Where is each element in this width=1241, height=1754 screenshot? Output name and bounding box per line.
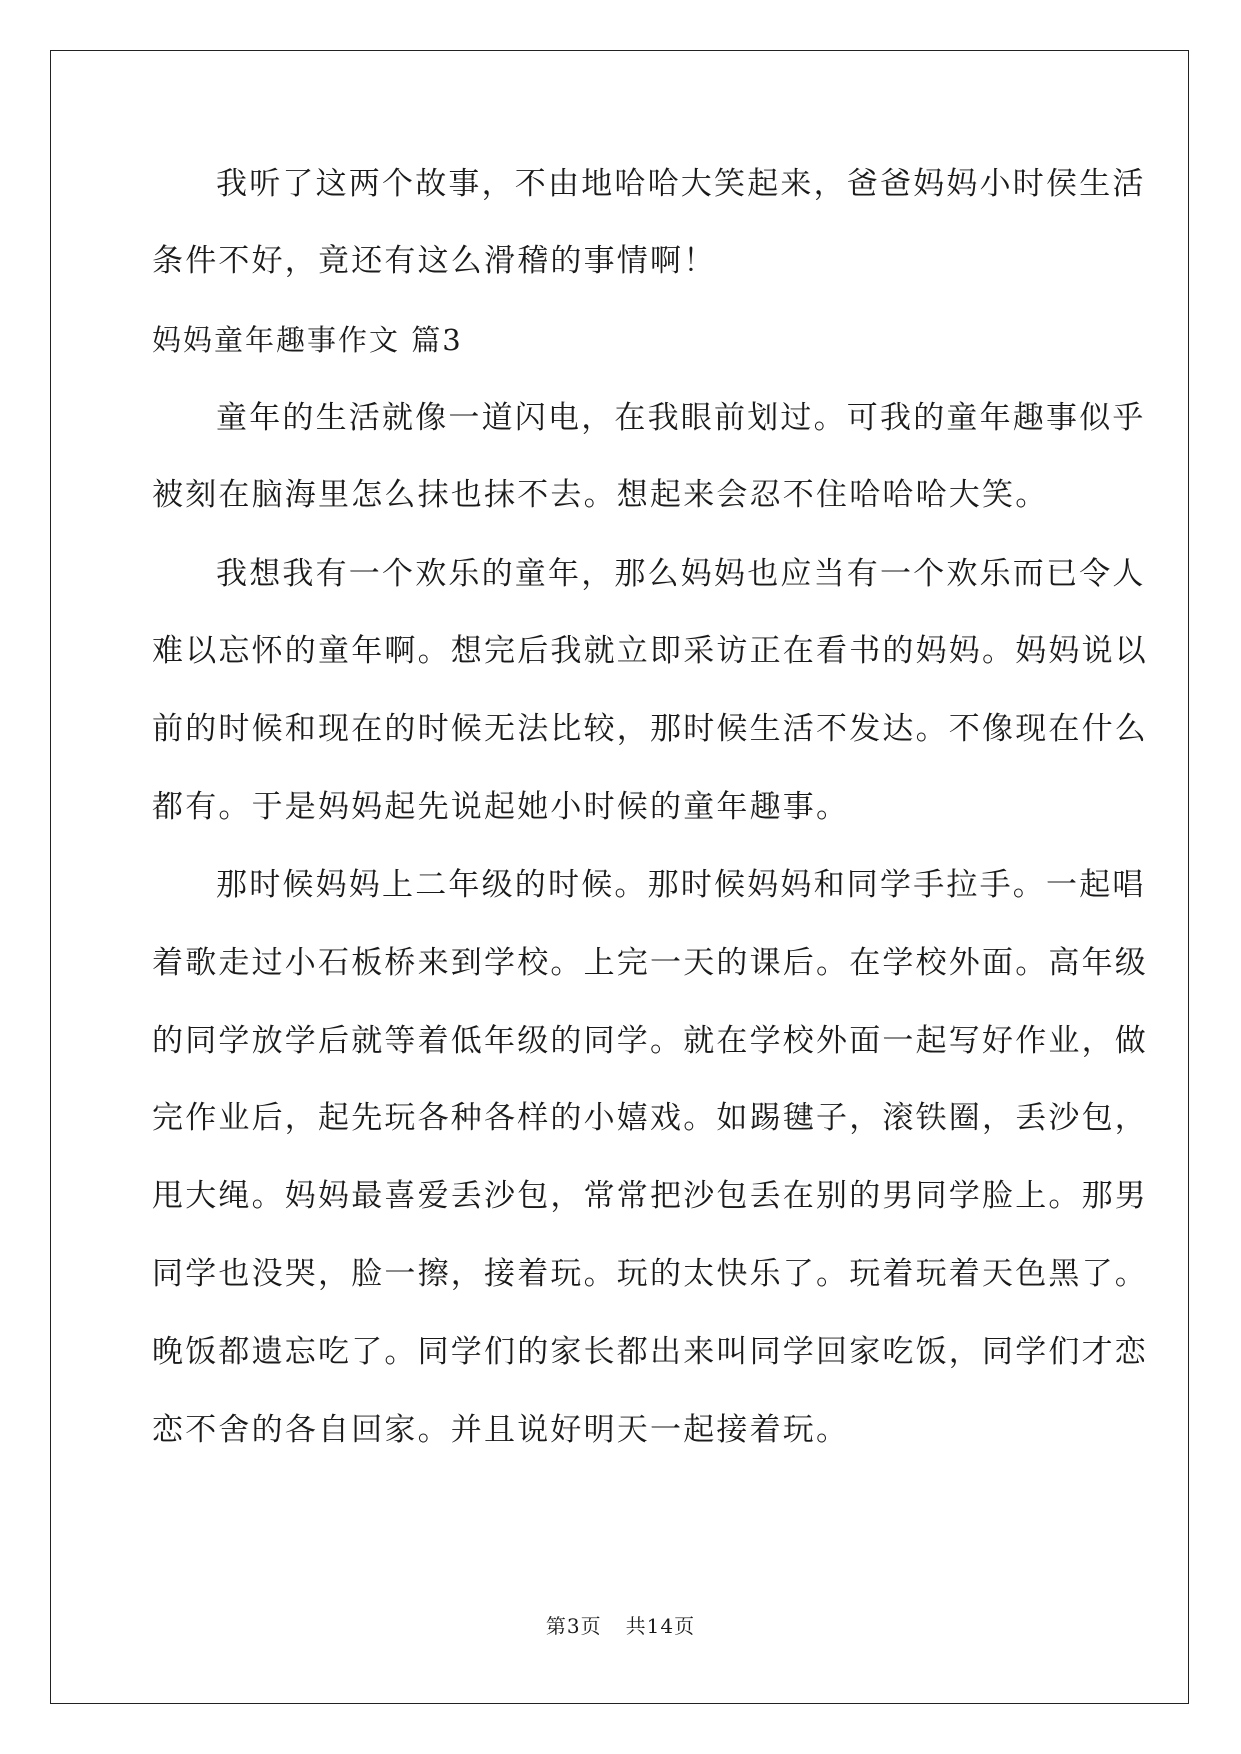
paragraph-line: 我听了这两个故事，不由地哈哈大笑起来，爸爸妈妈小时侯生活 (216, 166, 1146, 202)
paragraph-line: 我想我有一个欢乐的童年，那么妈妈也应当有一个欢乐而已令人 (216, 556, 1146, 592)
paragraph-line: 的同学放学后就等着低年级的同学。就在学校外面一起写好作业，做 (152, 1023, 1148, 1059)
paragraph-line: 前的时候和现在的时候无法比较，那时候生活不发达。不像现在什么 (152, 711, 1148, 747)
paragraph-line: 同学也没哭，脸一擦，接着玩。玩的太快乐了。玩着玩着天色黑了。 (152, 1256, 1148, 1292)
page-number: 第3页 (545, 1614, 602, 1638)
paragraph-line: 都有。于是妈妈起先说起她小时候的童年趣事。 (152, 789, 850, 825)
paragraph-line: 难以忘怀的童年啊。想完后我就立即采访正在看书的妈妈。妈妈说以 (152, 633, 1148, 669)
page-total: 共14页 (625, 1614, 696, 1638)
paragraph-line: 那时候妈妈上二年级的时候。那时候妈妈和同学手拉手。一起唱 (216, 867, 1146, 903)
paragraph-line: 甩大绳。妈妈最喜爱丢沙包，常常把沙包丢在别的男同学脸上。那男 (152, 1178, 1148, 1214)
section-heading: 妈妈童年趣事作文 篇3 (152, 323, 463, 357)
paragraph-line: 被刻在脑海里怎么抹也抹不去。想起来会忍不住哈哈哈大笑。 (152, 477, 1049, 513)
paragraph-line: 条件不好，竟还有这么滑稽的事情啊！ (152, 243, 717, 279)
paragraph-line: 晚饭都遗忘吃了。同学们的家长都出来叫同学回家吃饭，同学们才恋 (152, 1334, 1148, 1370)
paragraph-line: 着歌走过小石板桥来到学校。上完一天的课后。在学校外面。高年级 (152, 945, 1148, 981)
paragraph-line: 完作业后，起先玩各种各样的小嬉戏。如踢毽子，滚铁圈，丢沙包， (152, 1100, 1148, 1136)
page-footer (0, 1610, 1241, 1639)
paragraph-line: 恋不舍的各自回家。并且说好明天一起接着玩。 (152, 1412, 850, 1448)
paragraph-line: 童年的生活就像一道闪电，在我眼前划过。可我的童年趣事似乎 (216, 400, 1146, 436)
